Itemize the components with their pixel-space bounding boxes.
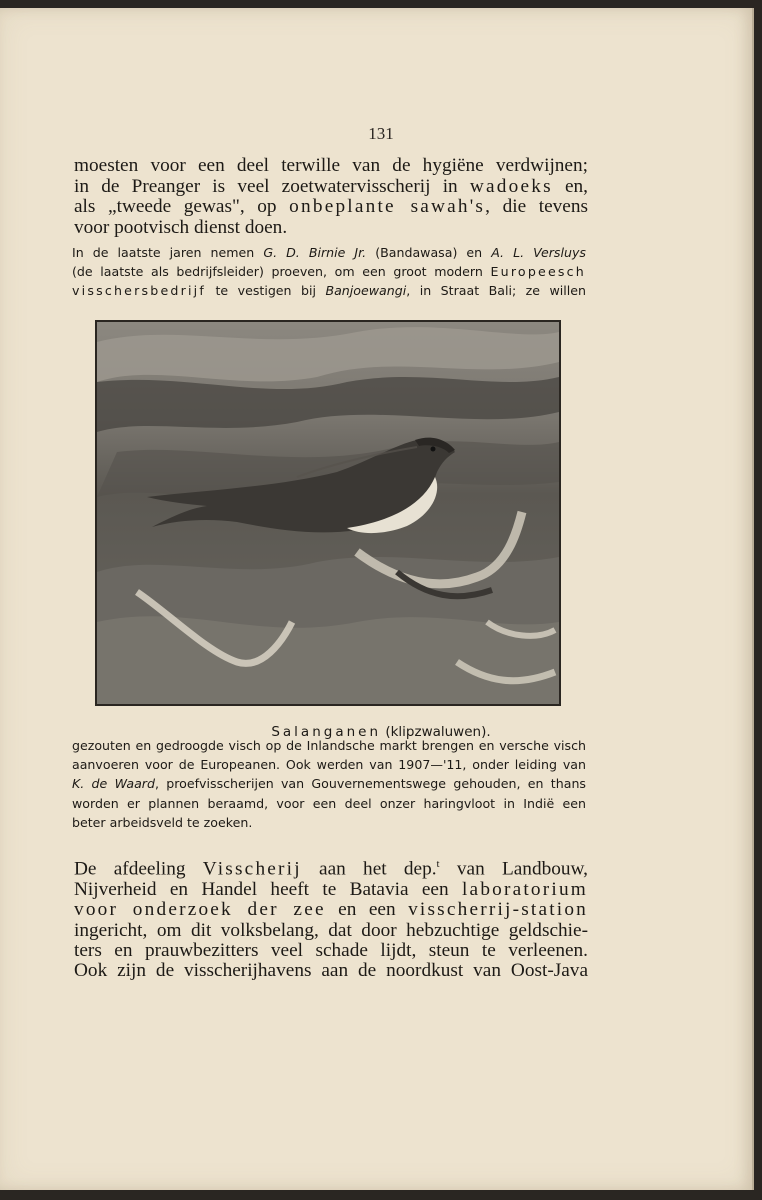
- text-line: aanvoeren voor de Europeanen. Ook werden van 1907—'11, onder leiding van: [72, 757, 586, 773]
- text-line: ters en prauwbezitters veel schade lijdt, steun te verleenen.: [74, 940, 588, 962]
- small-paragraph-1: [72, 243, 586, 301]
- page-number: 131: [368, 124, 394, 143]
- text-line: beter arbeidsveld te zoeken.: [72, 814, 253, 830]
- swift-illustration: [95, 320, 561, 706]
- text-line: voor onderzoek der zee en een visscherrij-station: [74, 899, 589, 921]
- text-line: (de laatste als bedrijfsleider) proeven, om een groot modern Europeesch: [72, 264, 586, 280]
- text-line: In de laatste jaren nemen G. D. Birnie Jr. (Bandawasa) en A. L. Versluys: [72, 245, 586, 260]
- text-line: als „tweede gewas", op onbeplante sawah's, die tevens: [74, 196, 588, 217]
- salangaan-bird-drawing: [97, 322, 559, 704]
- text-line: voor pootvisch dienst doen.: [74, 216, 288, 238]
- small-paragraph-2: [72, 736, 586, 832]
- lead-paragraph: [74, 156, 588, 238]
- text-line: gezouten en gedroogde visch op de Inlandsche markt brengen en versche visch: [72, 738, 586, 753]
- figure-caption: Salanganen (klipzwaluwen).: [271, 724, 491, 740]
- text-line: K. de Waard, proefvisscherijen van Gouvernementswege gehouden, en thans: [72, 776, 586, 792]
- text-line: Ook zijn de visscherijhavens aan de noordkust van Oost-Java: [74, 960, 588, 982]
- text-line: in de Preanger is veel zoetwatervisscherij in wadoeks en,: [74, 175, 588, 197]
- text-line: visschersbedrijf te vestigen bij Banjoewangi, in Straat Bali; ze willen: [72, 283, 586, 299]
- text-line: moesten voor een deel terwille van de hygiëne verdwijnen;: [74, 155, 588, 176]
- text-line: De afdeeling Visscherij aan het dep.$^t$ van Landbouw,: [74, 858, 589, 880]
- text-line: Nijverheid en Handel heeft te Batavia een laboratorium: [74, 878, 588, 900]
- body-paragraph: [74, 854, 588, 982]
- text-line: worden er plannen beraamd, voor een deel onzer haringvloot in Indië een: [72, 795, 586, 811]
- text-line: ingericht, om dit volksbelang, dat door hebzuchtige geldschie-: [74, 919, 588, 941]
